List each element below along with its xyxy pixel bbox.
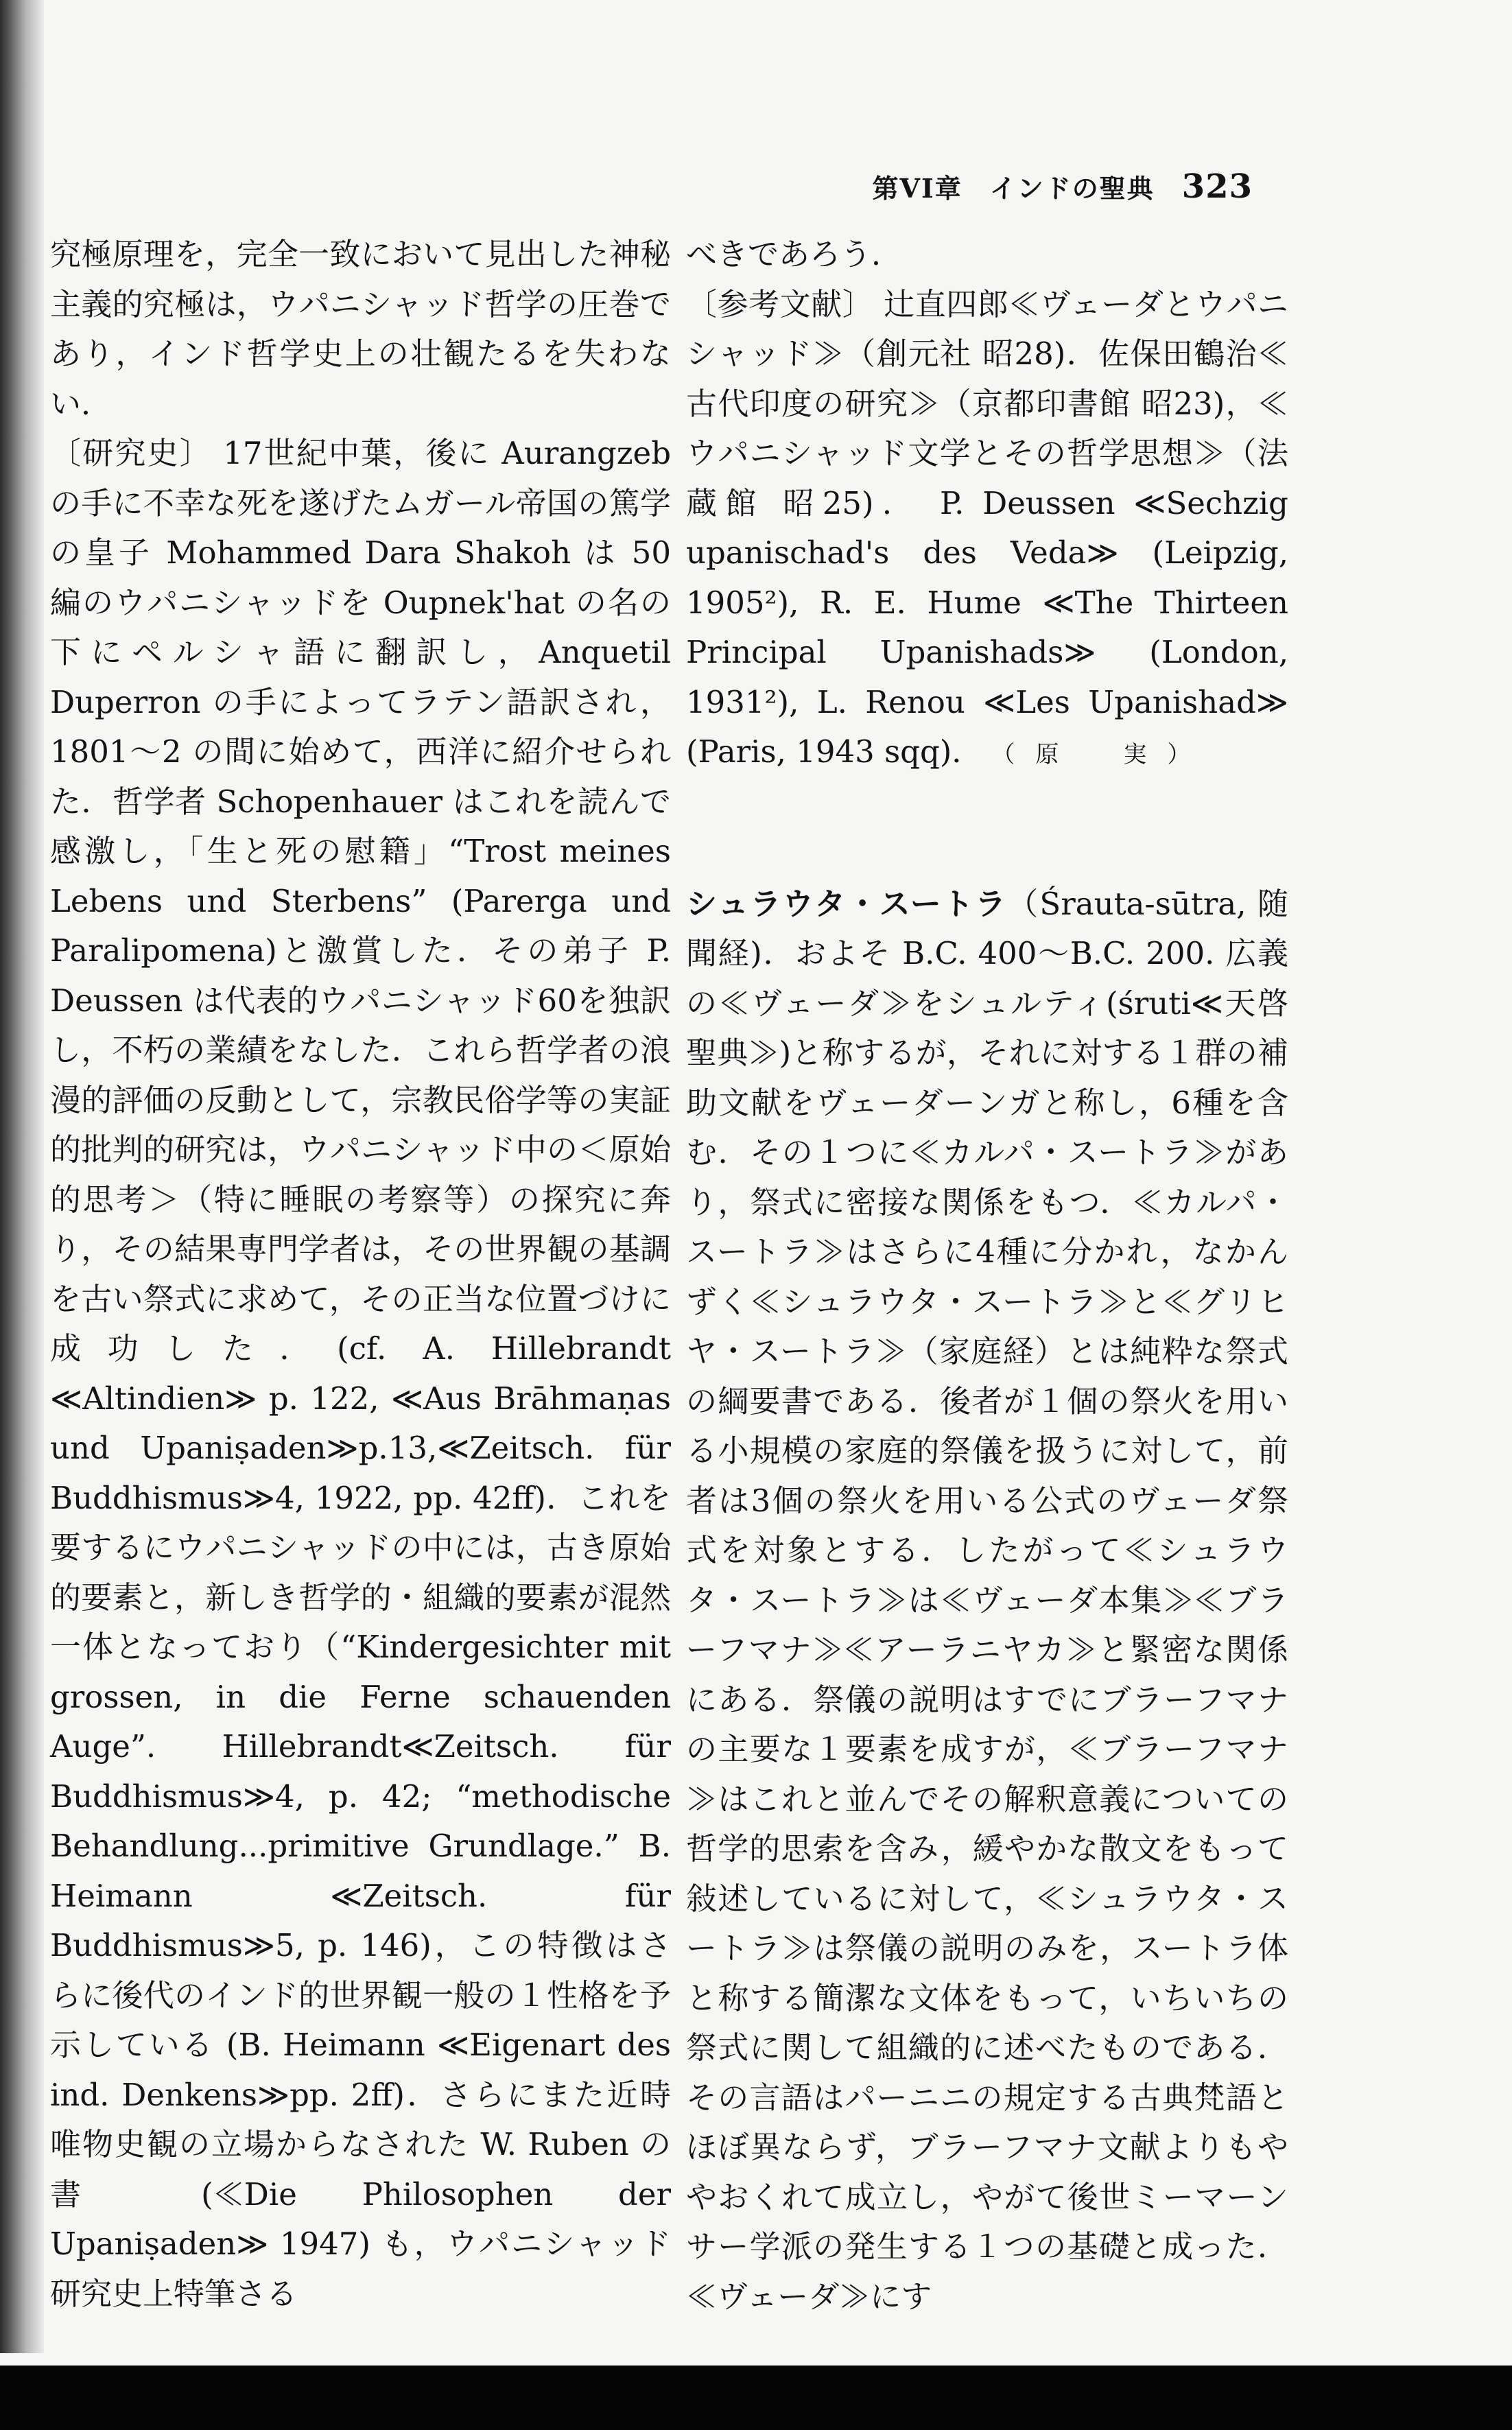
scan-bottom-border [0, 2366, 1512, 2430]
page-number: 323 [1181, 167, 1253, 206]
references-text: 〔参考文献〕 辻直四郎≪ヴェーダとウパニシャッド≫（創元社 昭28)．佐保田鶴治≪古代印度の研究≫（京都印書館 昭23)，≪ウパニシャッド文学とその哲学思想≫（法蔵館 昭25)． P. Deussen ≪Sechzig upanischad's des Veda≫ (Leipzig, 1905²), R. E. Hume ≪The Thirteen Principal Upanishads≫ (London, 1931²), L. Renou ≪Les Upanishad≫ (Paris, 1943 sqq)． [686, 285, 1288, 770]
right-paragraph-1: べきであろう． [686, 236, 903, 272]
entry-title: シュラウタ・スートラ [686, 885, 1008, 922]
running-header [873, 167, 1253, 206]
page-edge-shadow [0, 0, 44, 2353]
right-paragraph-references [686, 280, 1288, 780]
left-paragraph-1: 究極原理を，完全一致において見出した神秘主義的究極は，ウパニシャッド哲学の圧巻であり，インド哲学史上の壮観たるを失わない． [50, 236, 671, 422]
left-column [50, 230, 671, 2319]
entry-separator [686, 780, 1288, 880]
right-column [686, 230, 1288, 2322]
entry-author: （原 実） [1003, 741, 1212, 768]
left-paragraph-research-history: 〔研究史〕 17世紀中葉，後に Aurangzeb の手に不幸な死を遂げたムガール帝国の篤学の皇子 Mohammed Dara Shakoh は 50 編のウパニシャッドを Oupnek'hat の名の下にペルシャ語に翻訳し，Anquetil Duperron の手によってラテン語訳され，1801～2 の間に始めて，西洋に紹介せられた．哲学者 Schopenhauer はこれを読んで感激し，「生と死の慰籍」“Trost meines Lebens und Sterbens” (Parerga und Paralipomena)と激賞した．その弟子 P. Deussen は代表的ウパニシャッド60を独訳し，不朽の業績をなした．これら哲学者の浪漫的評価の反動として，宗教民俗学等の実証的批判的研究は，ウパニシャッド中の＜原始的思考＞（特に睡眠の考察等）の探究に奔り，その結果専門学者は，その世界観の基調を古い祭式に求めて，その正当な位置づけに成功した．(cf. A. Hillebrandt ≪Altindien≫ p. 122, ≪Aus Brāhmaṇas und Upaniṣaden≫p.13,≪Zeitsch. für Buddhismus≫4, 1922, pp. 42ff)．これを要するにウパニシャッドの中には，古き原始的要素と，新しき哲学的・組織的要素が混然一体となっており（“Kindergesichter mit grossen, in die Ferne schauenden Auge”. Hillebrandt≪Zeitsch. für Buddhismus≫4, p. 42; “methodische Behandlung...primitive Grundlage.” B. Heimann ≪Zeitsch. für Buddhismus≫5, p. 146)，この特徴はさらに後代のインド的世界観一般の１性格を予示している (B. Heimann ≪Eigenart des ind. Denkens≫pp. 2ff)．さらにまた近時唯物史観の立場からなされた W. Ruben の書 (≪Die Philosophen der Upaniṣaden≫ 1947) も，ウパニシャッド研究史上特筆さる [50, 435, 671, 2312]
right-paragraph-srauta-sutra [686, 880, 1288, 2322]
chapter-title: 第VI章 インドの聖典 [872, 173, 1155, 204]
entry-body: （Śrauta-sūtra, 随聞経)．およそ B.C. 400～B.C. 200. 広義の≪ヴェーダ≫をシュルティ(śruti≪天啓聖典≫)と称するが，それに対する１群の補助文献をヴェーダーンガと称し，6種を含む．その１つに≪カルパ・スートラ≫があり，祭式に密接な関係をもつ．≪カルパ・スートラ≫はさらに4種に分かれ，なかんずく≪シュラウタ・スートラ≫と≪グリヒヤ・スートラ≫（家庭経）とは純粋な祭式の綱要書である．後者が１個の祭火を用いる小規模の家庭的祭儀を扱うに対して，前者は3個の祭火を用いる公式のヴェーダ祭式を対象とする．したがって≪シュラウタ・スートラ≫は≪ヴェーダ本集≫≪ブラーフマナ≫≪アーラニヤカ≫と緊密な関係にある．祭儀の説明はすでにブラーフマナの主要な１要素を成すが，≪ブラーフマナ≫はこれと並んでその解釈意義についての哲学的思索を含み，緩やかな散文をもって敍述しているに対して，≪シュラウタ・スートラ≫は祭儀の説明のみを，スートラ体と称する簡潔な文体をもって，いちいちの祭式に関して組織的に述べたものである．その言語はパーニニの規定する古典梵語とほぼ異ならず，ブラーフマナ文献よりもややおくれて成立し，やがて後世ミーマーンサー学派の発生する１つの基礎と成った．≪ヴェーダ≫にす [686, 885, 1288, 2315]
